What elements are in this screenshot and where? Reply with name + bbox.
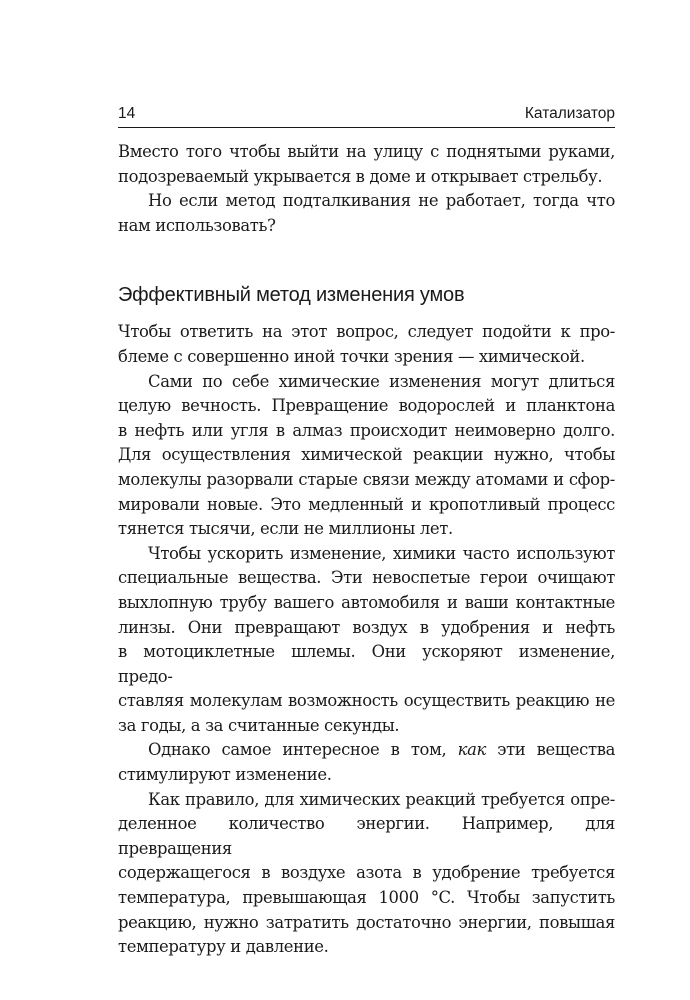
text-line bbox=[118, 738, 615, 763]
intro-text bbox=[118, 140, 615, 238]
text-line: стимулируют изменение. bbox=[118, 765, 332, 785]
paragraph bbox=[118, 738, 615, 787]
running-title: Катализатор bbox=[524, 105, 615, 122]
text-line: температура, превышающая 1000 °C. Чтобы запустить bbox=[118, 888, 615, 908]
text-line: линзы. Они превращают воздух в удобрения и нефть bbox=[118, 617, 615, 637]
book-page bbox=[118, 104, 615, 960]
text-line: содержащегося в воздухе азота в удобрение требуется bbox=[118, 863, 615, 883]
text-line: в нефть или угля в алмаз происходит неимоверно долго. bbox=[118, 420, 615, 440]
paragraph bbox=[118, 140, 615, 189]
paragraph bbox=[118, 320, 615, 369]
paragraph bbox=[118, 370, 615, 542]
text-line: Вместо того чтобы выйти на улицу с поднятыми руками, bbox=[118, 142, 615, 161]
text-line: в мотоциклетные шлемы. Они ускоряют изменение, предо- bbox=[118, 642, 615, 686]
text-line: молекулы разорвали старые связи между атомами и сфор- bbox=[118, 469, 615, 489]
text-line: выхлопную трубу вашего автомобиля и ваши контактные bbox=[118, 592, 615, 612]
paragraph bbox=[118, 788, 615, 960]
text-line: Чтобы ответить на этот вопрос, следует подойти к про- bbox=[118, 322, 615, 342]
text-line: целую вечность. Превращение водорослей и планктона bbox=[118, 396, 615, 416]
section-heading: Эффективный метод изменения умов bbox=[118, 284, 465, 307]
italic-text: как bbox=[457, 740, 486, 760]
text-line: Как правило, для химических реакций требуется опре- bbox=[148, 789, 615, 809]
paragraph bbox=[118, 542, 615, 739]
text-line: Но если метод подталкивания не работает, тогда что bbox=[148, 191, 615, 211]
text-line: мировали новые. Это медленный и кропотливый процесс bbox=[118, 494, 615, 514]
running-head bbox=[118, 104, 615, 128]
page-number: 14 bbox=[118, 105, 136, 122]
text-fragment: эти вещества bbox=[485, 740, 615, 760]
text-line: блеме с совершенно иной точки зрения — химической. bbox=[118, 346, 585, 366]
text-line: специальные вещества. Эти невоспетые герои очищают bbox=[118, 568, 615, 588]
text-line: деленное количество энергии. Например, для превращения bbox=[118, 814, 615, 858]
text-line: ставляя молекулам возможность осуществить реакцию не bbox=[118, 691, 615, 711]
paragraph bbox=[118, 189, 615, 238]
text-line: Для осуществления химической реакции нужно, чтобы bbox=[118, 445, 615, 465]
text-line: реакцию, нужно затратить достаточно энергии, повышая bbox=[118, 912, 615, 932]
text-line: Чтобы ускорить изменение, химики часто используют bbox=[148, 543, 615, 563]
text-line: нам использовать? bbox=[118, 215, 276, 235]
text-line: тянется тысячи, если не миллионы лет. bbox=[118, 519, 453, 539]
text-fragment: Однако самое интересное в том, bbox=[148, 740, 458, 760]
text-line: Сами по себе химические изменения могут длиться bbox=[148, 371, 615, 391]
text-line: подозреваемый укрывается в доме и открывает стрельбу. bbox=[118, 166, 603, 186]
text-line: за годы, а за считанные секунды. bbox=[118, 715, 400, 735]
text-line: температуру и давление. bbox=[118, 937, 329, 957]
